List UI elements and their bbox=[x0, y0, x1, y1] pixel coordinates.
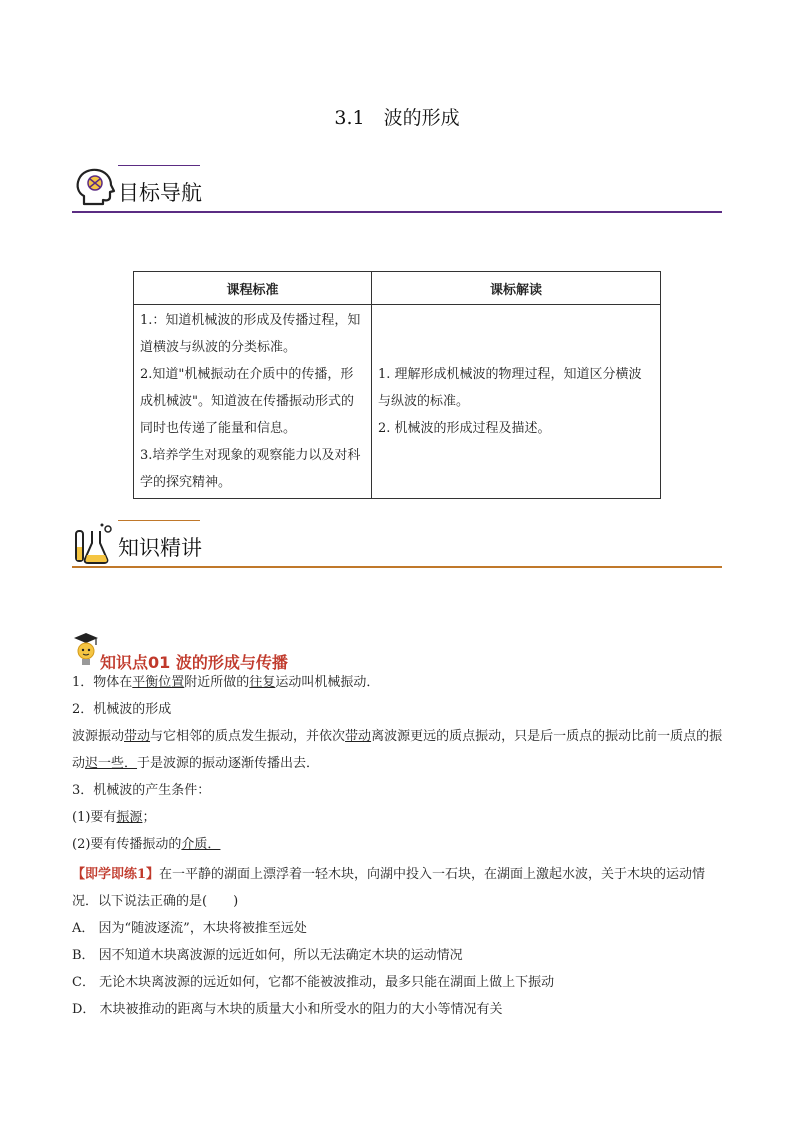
table-header: 课程标准 bbox=[134, 272, 372, 305]
section-header-goals bbox=[72, 163, 722, 213]
section-label: 知识精讲 bbox=[118, 536, 202, 560]
standard-item: 3.培养学生对现象的观察能力以及对科学的探究精神。 bbox=[140, 448, 361, 490]
knowledge-point-title: 知识点01 波的形成与传播 bbox=[100, 653, 288, 672]
option-c: C． 无论木块离波源的远近如何，它都不能被波推动，最多只能在湖面上做上下振动 bbox=[72, 975, 555, 990]
curriculum-table bbox=[133, 271, 661, 499]
standard-item: 1.：知道机械波的形成及传播过程，知道横波与纵波的分类标准。 bbox=[140, 313, 361, 355]
option-a: A． 因为“随波逐流”，木块将被推至远处 bbox=[72, 921, 307, 936]
lab-flask-icon bbox=[72, 521, 116, 565]
paragraph: 3．机械波的产生条件： bbox=[72, 783, 211, 798]
page-title: 3.1 波的形成 bbox=[334, 107, 460, 129]
paragraph: 波源振动带动与它相邻的质点发生振动，并依次带动离波源更远的质点振动，只是后一质点的振动比前一质点的振动迟一些．于是波源的振动逐渐传播出去． bbox=[72, 729, 723, 771]
standard-item: 2.知道"机械振动在介质中的传播，形成机械波"。知道波在传播振动形式的同时也传递了能量和信息。 bbox=[140, 367, 354, 436]
section-header-knowledge bbox=[72, 518, 722, 568]
option-b: B． 因不知道木块离波源的远近如何，所以无法确定木块的运动情况 bbox=[72, 948, 463, 963]
interpretation-item: 1. 理解形成机械波的物理过程，知道区分横波与纵波的标准。 bbox=[378, 367, 642, 409]
exercise-tag: 【即学即练1】 bbox=[72, 867, 160, 882]
paragraph: (1)要有振源； bbox=[72, 810, 156, 825]
paragraph: (2)要有传播振动的介质． bbox=[72, 837, 221, 852]
header-topline bbox=[118, 520, 200, 521]
head-brain-icon bbox=[72, 166, 116, 210]
exercise-question: 【即学即练1】在一平静的湖面上漂浮着一轻木块，向湖中投入一石块，在湖面上激起水波，关于木块的运动情况．以下说法正确的是( ) bbox=[72, 867, 706, 909]
paragraph: 1．物体在平衡位置附近所做的往复运动叫机械振动． bbox=[72, 675, 380, 690]
knowledge-content bbox=[72, 669, 724, 1023]
section-label: 目标导航 bbox=[118, 181, 202, 205]
graduate-lightbulb-icon bbox=[72, 630, 100, 668]
header-divider bbox=[72, 566, 722, 568]
option-d: D． 木块被推动的距离与木块的质量大小和所受水的阻力的大小等情况有关 bbox=[72, 1002, 503, 1017]
header-topline bbox=[118, 165, 200, 166]
interpretation-item: 2. 机械波的形成过程及描述。 bbox=[378, 421, 551, 436]
header-divider bbox=[72, 211, 722, 213]
table-cell-standards bbox=[134, 305, 372, 499]
table-cell-interpretation bbox=[372, 305, 661, 499]
paragraph: 2．机械波的形成 bbox=[72, 702, 172, 717]
table-header: 课标解读 bbox=[372, 272, 661, 305]
